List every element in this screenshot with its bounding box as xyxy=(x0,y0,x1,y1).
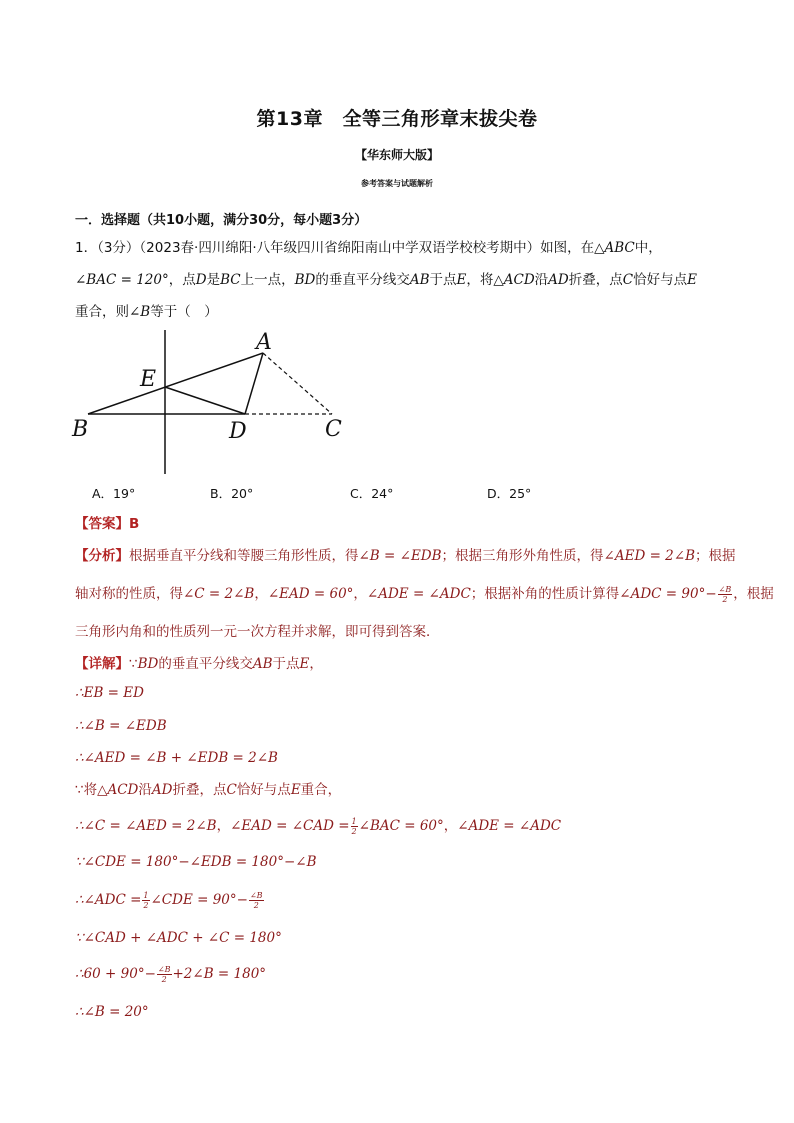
segment-BA xyxy=(88,353,263,414)
segment-AC-dashed xyxy=(263,353,332,414)
answer-line: 【答案】B xyxy=(75,516,140,532)
geometry-figure xyxy=(60,322,360,482)
detail-line-9: ∵∠CAD + ∠ADC + ∠C = 180° xyxy=(75,930,282,946)
detail-line-7: ∵∠CDE = 180°−∠EDB = 180°−∠B xyxy=(75,854,317,870)
choice-b: B．20° xyxy=(210,486,254,501)
label-B: B xyxy=(72,417,89,442)
detail-line-6: ∴∠C = ∠AED = 2∠B，∠EAD = ∠CAD = $\frac{1}{2}$ ∠BAC = 60°，∠ADE = ∠ADC xyxy=(75,816,562,836)
page-title: 第13章 全等三角形章末拔尖卷 xyxy=(256,108,538,130)
edition-label: 【华东师大版】 xyxy=(354,148,439,162)
choice-d: D．25° xyxy=(487,486,532,501)
segment-AD xyxy=(245,353,263,414)
question-line-2: ∠BAC = 120°，点D是BC上一点，BD的垂直平分线交AB于点E，将△ACD沿AD折叠，点C恰好与点E xyxy=(75,272,697,288)
section-heading: 一．选择题（共10小题，满分30分，每小题3分） xyxy=(75,213,368,228)
choice-a: A．19° xyxy=(92,486,136,501)
detail-line-8: ∴∠ADC = $\frac{1}{2}$ ∠CDE = 90°− $\frac{\angle B}{2}$ xyxy=(75,891,263,910)
detail-line-3: ∴∠B = ∠EDB xyxy=(75,718,167,734)
analysis-line-3: 三角形内角和的性质列一元一次方程并求解，即可得到答案． xyxy=(75,624,440,640)
choice-c: C．24° xyxy=(350,486,394,501)
question-line-3: 重合，则∠B等于（ ） xyxy=(75,304,218,320)
analysis-line-1: 【分析】根据垂直平分线和等腰三角形性质，得∠B = ∠EDB；根据三角形外角性质，得∠AED = 2∠B；根据 xyxy=(75,548,736,564)
detail-line-5: ∵将△ACD沿AD折叠，点C恰好与点E重合， xyxy=(75,782,342,798)
subtitle: 参考答案与试题解析 xyxy=(361,179,433,188)
segment-ED xyxy=(165,387,245,414)
label-E: E xyxy=(140,367,157,392)
label-C: C xyxy=(325,417,342,442)
detail-line-10: ∴60 + 90°− $\frac{\angle B}{2}$ +2∠B = 180° xyxy=(75,965,267,984)
detail-line-4: ∴∠AED = ∠B + ∠EDB = 2∠B xyxy=(75,750,278,766)
question-line-1: 1．（3分）（2023春·四川绵阳·八年级四川省绵阳南山中学双语学校校考期中）如图，在△ABC中， xyxy=(75,240,662,256)
label-D: D xyxy=(229,419,247,444)
detail-line-11: ∴∠B = 20° xyxy=(75,1004,149,1020)
detail-line-1: 【详解】∵BD的垂直平分线交AB于点E， xyxy=(75,656,323,672)
label-A: A xyxy=(256,330,272,355)
analysis-line-2: 轴对称的性质，得∠C = 2∠B，∠EAD = 60°，∠ADE = ∠ADC；根据补角的性质计算得∠ADC = 90°− $\frac{\angle B}{2}$ ，根据 xyxy=(75,584,774,604)
detail-line-2: ∴EB = ED xyxy=(75,685,144,701)
